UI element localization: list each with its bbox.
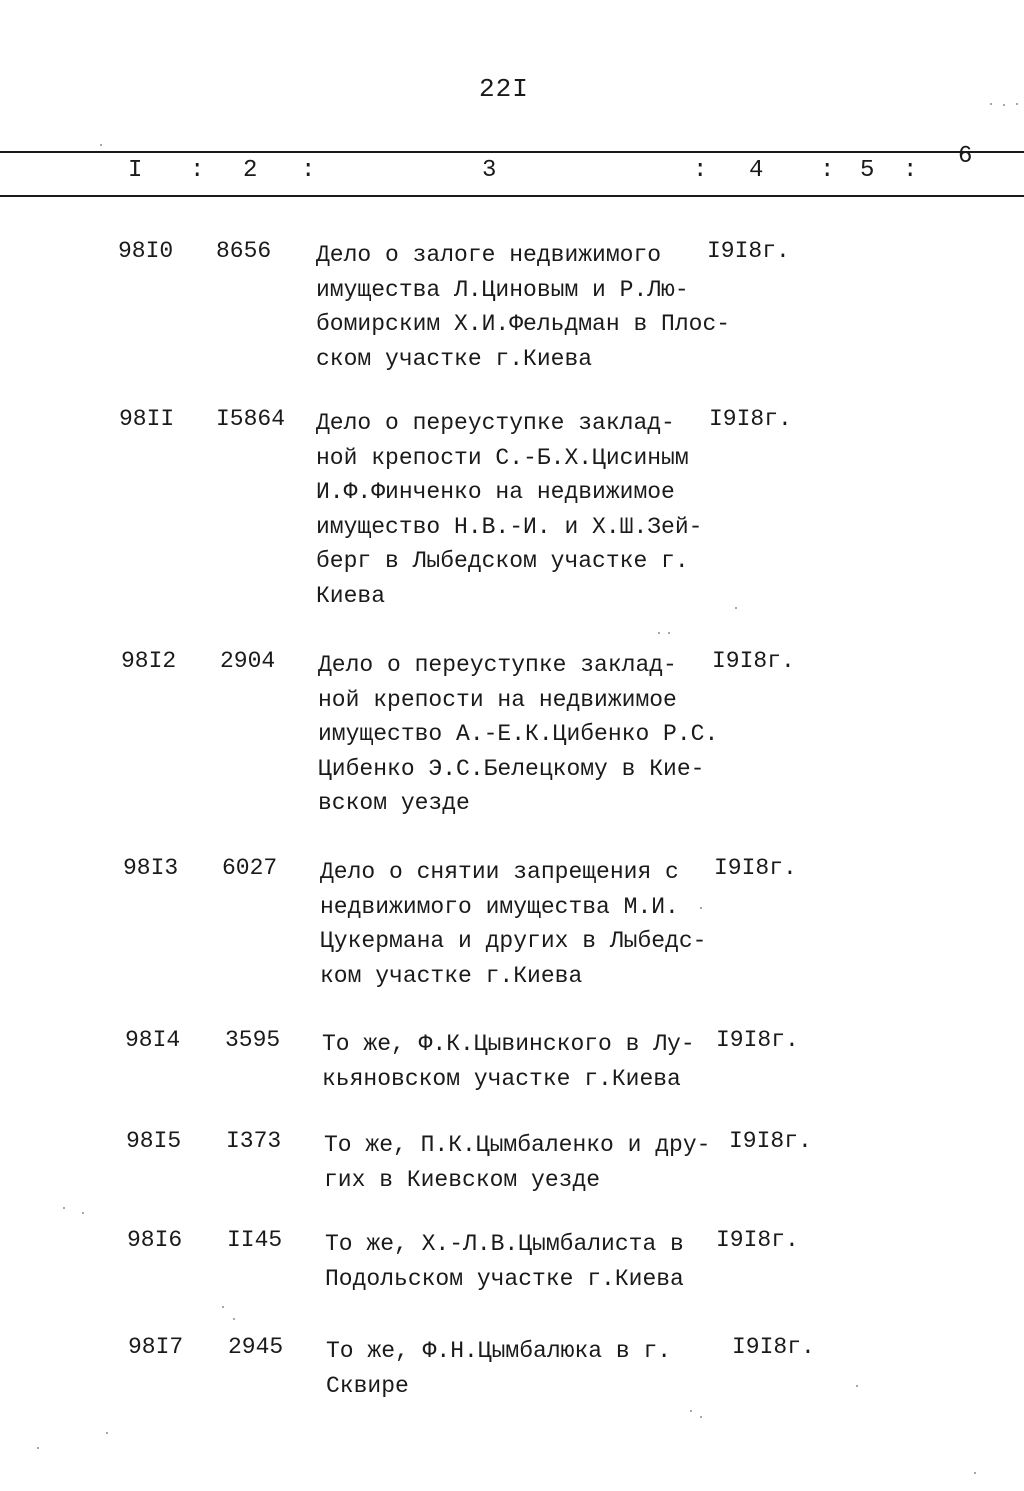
- entry-description: [324, 1128, 710, 1197]
- entry-code: 2945: [228, 1334, 284, 1360]
- description-line: Подольском участке г.Киева: [325, 1265, 684, 1292]
- description-line: вском уезде: [318, 790, 470, 816]
- description-line: Дело о переуступке заклад-: [318, 652, 677, 678]
- entry-year: I9I8г.: [709, 406, 792, 432]
- entry-code: 6027: [222, 855, 278, 881]
- entry-year: I9I8г.: [716, 1027, 799, 1053]
- entry-description: [326, 1334, 671, 1403]
- description-line: ком участке г.Киева: [320, 962, 583, 989]
- entry-code: 3595: [225, 1027, 281, 1053]
- entry-code: II45: [227, 1227, 283, 1253]
- description-line: ной крепости С.-Б.Х.Цисиным: [316, 444, 689, 471]
- description-line: Дело о залоге недвижимого: [316, 242, 662, 268]
- description-line: ском участке г.Киева: [316, 345, 593, 372]
- header-bottom-rule: [0, 195, 1024, 197]
- header-top-rule: [0, 151, 1024, 153]
- entry-description: [325, 1227, 684, 1296]
- column-header-5: 5: [860, 157, 875, 184]
- entry-number: 98I3: [123, 855, 179, 881]
- entry-description: [316, 406, 702, 613]
- description-line: Цукермана и других в Лыбедс-: [320, 928, 707, 954]
- entry-number: 98I6: [127, 1227, 183, 1253]
- entry-number: 98I7: [128, 1334, 184, 1360]
- entry-year: I9I8г.: [712, 648, 795, 674]
- entry-code: I5864: [216, 406, 286, 432]
- entry-number: 98I0: [118, 238, 174, 264]
- description-line: Киева: [316, 582, 386, 609]
- entry-code: 8656: [216, 238, 272, 264]
- column-header-1: I: [128, 157, 143, 184]
- description-line: То же, Х.-Л.В.Цымбалиста в: [325, 1231, 684, 1257]
- column-separator: :: [301, 157, 316, 184]
- description-line: берг в Лыбедском участке г.: [316, 548, 689, 574]
- description-line: То же, Ф.К.Цывинского в Лу-: [322, 1031, 695, 1057]
- entry-number: 98II: [119, 406, 175, 432]
- column-separator: :: [693, 157, 708, 184]
- description-line: Дело о переуступке заклад-: [316, 410, 675, 436]
- description-line: То же, Ф.Н.Цымбалюка в г.: [326, 1338, 672, 1364]
- column-separator: :: [820, 157, 835, 184]
- entry-code: 2904: [220, 648, 276, 674]
- description-line: Цибенко Э.С.Белецкому в Кие-: [318, 755, 705, 782]
- column-header-3: 3: [482, 157, 497, 184]
- description-line: ной крепости на недвижимое: [318, 686, 677, 713]
- entry-number: 98I5: [126, 1128, 182, 1154]
- description-line: Сквире: [326, 1372, 409, 1399]
- description-line: имущество А.-Е.К.Цибенко Р.С.: [318, 721, 719, 747]
- description-line: То же, П.К.Цымбаленко и дру-: [324, 1132, 711, 1158]
- entry-year: I9I8г.: [707, 238, 790, 264]
- entry-year: I9I8г.: [716, 1227, 799, 1253]
- entry-year: I9I8г.: [729, 1128, 812, 1154]
- column-header-2: 2: [243, 157, 258, 184]
- description-line: гих в Киевском уезде: [324, 1166, 601, 1193]
- entry-number: 98I2: [121, 648, 177, 674]
- description-line: недвижимого имущества М.И.: [320, 893, 679, 920]
- column-header-6: 6: [958, 143, 973, 170]
- entry-description: [322, 1027, 695, 1096]
- entry-description: [320, 855, 706, 993]
- column-separator: :: [903, 157, 918, 184]
- description-line: кьяновском участке г.Киева: [322, 1065, 681, 1092]
- entry-year: I9I8г.: [732, 1334, 815, 1360]
- description-line: И.Ф.Финченко на недвижимое: [316, 479, 675, 505]
- entry-year: I9I8г.: [714, 855, 797, 881]
- description-line: Дело о снятии запрещения с: [320, 859, 679, 885]
- description-line: имущества Л.Циновым и Р.Лю-: [316, 276, 689, 303]
- entry-number: 98I4: [125, 1027, 181, 1053]
- column-separator: :: [190, 157, 205, 184]
- entry-description: [316, 238, 730, 376]
- entry-description: [318, 648, 718, 821]
- description-line: имущество Н.В.-И. и Х.Ш.Зей-: [316, 513, 703, 540]
- column-header-4: 4: [749, 157, 764, 184]
- page-number: 22I: [479, 74, 529, 104]
- entry-code: I373: [226, 1128, 282, 1154]
- description-line: бомирским Х.И.Фельдман в Плос-: [316, 311, 731, 337]
